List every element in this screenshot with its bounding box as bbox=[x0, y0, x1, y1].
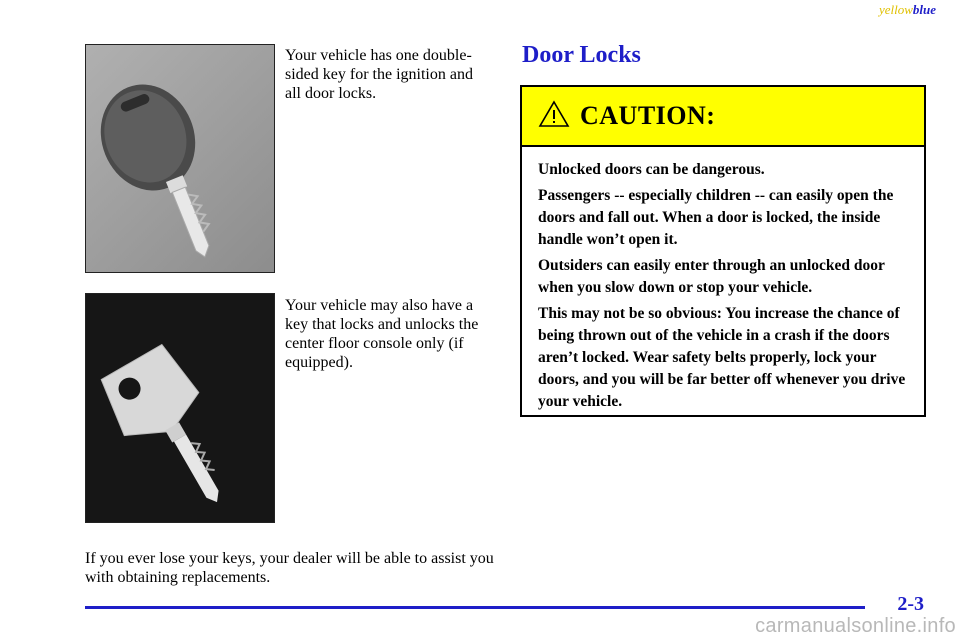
ignition-key-photo bbox=[85, 44, 275, 273]
key1-caption: Your vehicle has one double-sided key for the ignition and all door locks. bbox=[285, 47, 473, 102]
caution-paragraph: This may not be so obvious: You increase the chance of being thrown out of the vehicle in a crash if the doors aren’t locked. Wear safety belts properly, lock your doors, and you will be far better off whenever you drive your vehicle. bbox=[538, 305, 906, 410]
header-blue-word: blue bbox=[912, 2, 936, 17]
lost-keys-text: If you ever lose your keys, your dealer will be able to assist you with obtaining replacements. bbox=[85, 550, 494, 586]
footer-rule bbox=[85, 606, 865, 609]
warning-triangle-icon bbox=[538, 100, 570, 133]
header-yellow-word: yellow bbox=[878, 2, 913, 17]
key2-caption: Your vehicle may also have a key that locks and unlocks the center floor console only (if equipped). bbox=[285, 297, 479, 371]
caution-label: CAUTION: bbox=[580, 101, 716, 130]
caution-body bbox=[522, 147, 924, 413]
caution-paragraph: Passengers -- especially children -- can easily open the doors and fall out. When a door is locked, the inside handle won’t open it. bbox=[538, 187, 894, 248]
color-registration-header bbox=[879, 2, 936, 18]
caution-header bbox=[522, 87, 924, 147]
page-number: 2-3 bbox=[897, 593, 924, 615]
section-title: Door Locks bbox=[522, 42, 641, 68]
caution-paragraph: Unlocked doors can be dangerous. bbox=[538, 161, 765, 178]
watermark: carmanualsonline.info bbox=[755, 615, 956, 637]
console-key-photo bbox=[85, 293, 275, 523]
caution-paragraph: Outsiders can easily enter through an unlocked door when you slow down or stop your vehicle. bbox=[538, 257, 885, 296]
caution-box bbox=[520, 85, 926, 417]
